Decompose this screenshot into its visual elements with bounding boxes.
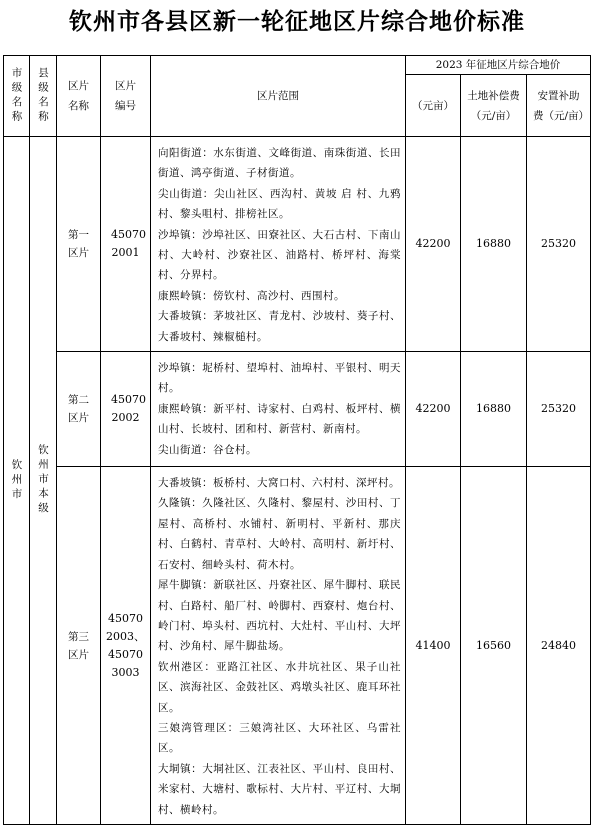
- header-zone-code: 区片编号: [101, 56, 151, 137]
- zone-code-cell: 45070 2002: [101, 352, 151, 467]
- price-cell: 42200: [406, 137, 461, 352]
- zone-scope-cell: [151, 352, 406, 467]
- scope-line: 大番坡镇：茅坡社区、青龙村、沙坡村、葵子村、大番坡村、辣椒槌村。: [158, 310, 401, 343]
- scope-line: 大番坡镇：板桥村、大窝口村、六村村、深坪村。: [158, 477, 400, 490]
- zone-code-cell: 45070 2001: [101, 137, 151, 352]
- land-comp-cell: 16560: [461, 467, 527, 825]
- table-row: [4, 352, 591, 467]
- resettle-cell: 24840: [527, 467, 591, 825]
- resettle-cell: 25320: [527, 352, 591, 467]
- header-scope: 区片范围: [151, 56, 406, 137]
- header-county: 县级名称: [30, 56, 57, 137]
- scope-line: 向阳街道：水东街道、文峰街道、南珠街道、长田街道、鸿亭街道、子材街道。: [158, 147, 401, 180]
- price-cell: 41400: [406, 467, 461, 825]
- price-cell: 42200: [406, 352, 461, 467]
- document-title: 钦州市各县区新一轮征地区片综合地价标准: [69, 9, 525, 35]
- table-row: [4, 137, 591, 352]
- scope-line: 犀牛脚镇：新联社区、丹寮社区、犀牛脚村、联民村、白路村、船厂村、岭脚村、西寮村、炮台村、岭门村、埠头村、西坑村、大灶村、平山村、大坪村、沙角村、犀牛脚盐场。: [158, 579, 401, 653]
- header-price: （元亩）: [406, 75, 461, 137]
- land-price-table: [3, 55, 591, 825]
- zone-name-cell: 第一区片: [57, 137, 101, 352]
- county-cell: 钦州市本级: [30, 137, 57, 825]
- header-city: 市级名称: [4, 56, 30, 137]
- scope-line: 康熙岭镇：傍钦村、高沙村、西围村。: [158, 289, 345, 302]
- scope-line: 大垌镇：大垌社区、江表社区、平山村、良田村、米家村、大塘村、歌标村、大片村、平辽村、大垌村、横岭村。: [158, 762, 401, 816]
- table-row: [4, 467, 591, 825]
- header-resettle: 安置补助费（元/亩）: [527, 75, 591, 137]
- zone-scope-cell: [151, 467, 406, 825]
- scope-line: 尖山街道：尖山社区、西沟村、黄坡 启 村、九鸦村、黎头咀村、排榜社区。: [158, 187, 401, 221]
- city-cell: 钦州市: [4, 137, 30, 825]
- scope-line: 沙埠镇：坭桥村、望埠村、油埠村、平银村、明天村。: [158, 362, 401, 395]
- header-land-comp: 土地补偿费（元/亩）: [461, 75, 527, 137]
- zone-name-cell: 第三区片: [57, 467, 101, 825]
- scope-line: 三娘湾管理区：三娘湾社区、大环社区、乌雷社区。: [158, 721, 401, 755]
- land-comp-cell: 16880: [461, 352, 527, 467]
- zone-name-cell: 第二区片: [57, 352, 101, 467]
- scope-line: 康熙岭镇：新平村、诗家村、白鸡村、板坪村、横山村、长坡村、团和村、新营村、新南村。: [158, 402, 401, 436]
- zone-scope-cell: [151, 137, 406, 352]
- scope-line: 沙埠镇：沙埠社区、田寮社区、大石古村、下南山村、大岭村、沙寮社区、油路村、桥坪村、海棠村、分界村。: [158, 228, 401, 282]
- header-year-group: 2023 年征地区片综合地价: [406, 56, 591, 75]
- land-comp-cell: 16880: [461, 137, 527, 352]
- scope-line: 久隆镇：久隆社区、久隆村、黎屋村、沙田村、丁屋村、高桥村、水铺村、新明村、平新村、那庆村、白鹤村、青草村、大岭村、高明村、新圩村、石安村、细岭头村、荷木村。: [158, 497, 401, 571]
- zone-code-cell: 45070 2003、45070 3003: [101, 467, 151, 825]
- scope-line: 尖山街道：谷仓村。: [158, 443, 257, 456]
- scope-line: 钦州港区：亚路江社区、水井坑社区、果子山社区、滨海社区、金鼓社区、鸡墩头社区、鹿耳环社区。: [158, 660, 401, 714]
- resettle-cell: 25320: [527, 137, 591, 352]
- header-zone-name: 区片名称: [57, 56, 101, 137]
